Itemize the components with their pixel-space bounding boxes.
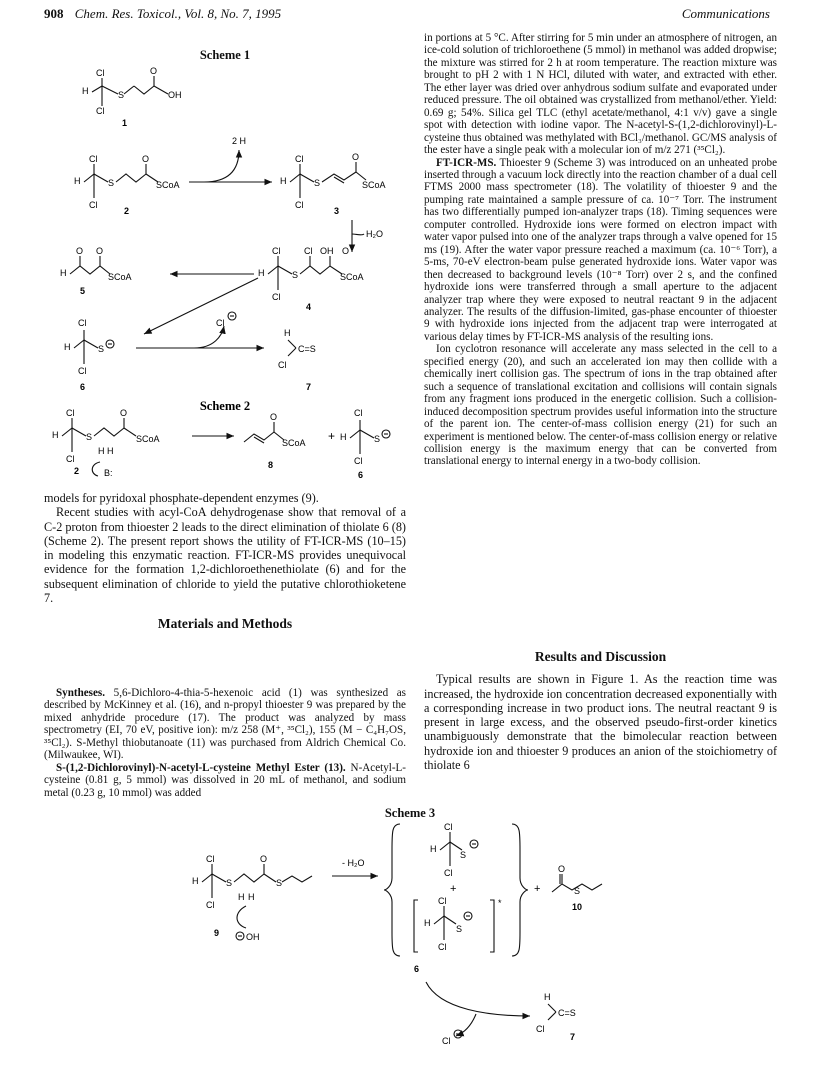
svg-text:OH: OH [320, 246, 334, 256]
svg-text:Cl: Cl [442, 1036, 451, 1046]
svg-text:S: S [314, 178, 321, 188]
svg-text:H: H [280, 176, 287, 186]
journal-citation: Chem. Res. Toxicol., Vol. 8, No. 7, 1995 [74, 6, 282, 21]
svg-text:SCoA: SCoA [340, 272, 364, 282]
svg-text:+: + [450, 883, 457, 895]
svg-text:S: S [276, 878, 283, 888]
scheme3-figure [190, 820, 630, 1060]
svg-text:SCoA: SCoA [282, 438, 306, 448]
svg-text:SCoA: SCoA [156, 180, 180, 190]
svg-text:O: O [352, 152, 360, 162]
ftms-text: Thioester 9 (Scheme 3) was introduced on an unheated probe inserted through a vacuum lock directly into the reaction chamber of a dual cell FTMS 2000 mass spectrometer (18). The volatility of thioester 9 and the pumping rate maintained a sample pressure of ca. 10⁻⁷ Torr. The instrument has two differentially pumped ion-analyzer traps (18). Timing sequences were computer controlled. Hydroxide ions were formed on electron impact with water vapor pulsed into one of the analyzer traps through a valve opened for 15 ms (19). After the water vapor pressure reached a maximum (ca. 10⁻⁶ Torr), a 5-ms, 70-eV electron-beam pulse generated hydroxide ions. Water vapor was then decreased to background levels (10⁻⁸ Torr) over 2 s, and the confined hydroxide ions were transferred through a small aperture to the adjacent analyzer trap where they were exposed to neutral reactant 9 in the adjacent analyzer. The results of the diffusion-limited, gas-phase encounter of thioester 9 with hydroxide ions injected from the adjacent trap were interrogated at various delay times by FT-ICR-MS analysis of the resulting ions. [424, 156, 777, 343]
svg-text:S: S [226, 878, 233, 888]
compound-2-structure [74, 154, 180, 216]
left-paragraph-2: Recent studies with acyl-CoA dehydrogenase show that removal of a C-2 proton from thioester 2 leads to the direct elimination of thiolate 6 (8) (Scheme 2). The present report shows the utility of FT-ICR-MS (10–15) in modeling this enzymatic reaction. FT-ICR-MS provides unequivocal evidence for the formation 1,2-dichloroethenethiolate (6) and for the subsequent elimination of chloride to yield the putative chlorothioketene 7. [44, 505, 406, 606]
svg-text:SCoA: SCoA [136, 434, 160, 444]
ftms-lead: FT-ICR-MS. [436, 156, 497, 169]
svg-text:O: O [558, 864, 566, 874]
svg-text:S: S [456, 924, 463, 934]
compound-3-label: 3 [334, 206, 340, 216]
svg-text:Cl: Cl [206, 854, 215, 864]
svg-text:O: O [150, 66, 158, 76]
svg-text:Cl: Cl [78, 366, 87, 376]
svg-text:H: H [238, 892, 245, 902]
svg-text:H: H [544, 992, 551, 1002]
left-column [44, 491, 406, 640]
right-paragraph-results: Typical results are shown in Figure 1. As the reaction time was increased, the hydroxide ion concentration decreased exponentially with a corresponding increase in two product ions. The neutral reactant 9 is present in large excess, and the observed pseudo-first-order kinetics unambiguously demonstrate that the bimolecular reaction between hydroxide ion and thioester 9 produces an anion of the stoichiometry of thiolate 6 [424, 672, 777, 773]
section-label: Communications [681, 6, 770, 21]
compound-5-structure [60, 246, 132, 296]
svg-text:O: O [76, 246, 84, 256]
compound-4-label: 4 [306, 302, 312, 312]
svg-text:Cl: Cl [272, 246, 281, 256]
syntheses-text: 5,6-Dichloro-4-thia-5-hexenoic acid (1) was synthesized as described by McKinney et al. (16), and n-propyl thioester 9 was prepared by the mixed anhydride procedure (17). The product was analyzed by mass spectrometry (EI, 70 eV, positive ion): m/z 258 (M⁺, ³⁵Cl₂), 155 (M − C₄H₇OS, ³⁵Cl₂). S-Methyl thiobutanoate (11) was purchased from Aldrich Chemical Co. (Milwaukee, WI). [44, 687, 406, 762]
svg-text:Cl: Cl [89, 154, 98, 164]
svg-text:Cl: Cl [438, 942, 447, 952]
right-column-results [424, 650, 777, 772]
right-paragraph-ion: Ion cyclotron resonance will accelerate any mass selected in the cell to a specified energy (20), and such an accelerated ion may then collide with a chemically inert collision gas. The spectrum of ions in the trap obtained after such a sequence of translational excitation and collisions will contain signals from any fragment ions produced in the energetic collision. Such a collision-induced decomposition spectrum provides useful information into the structure of the parent ion. The center-of-mass collision energy (21) for such an experiment is mentioned below. The center-of-mass collision energy or relative collision energy is the maximum energy that can be converted from translational energy to internal energy in a two-body collision. [424, 343, 777, 468]
svg-text:OH: OH [246, 932, 260, 942]
svg-text:H: H [82, 86, 89, 96]
svg-text:S: S [574, 886, 581, 896]
svg-text:Cl: Cl [354, 408, 363, 418]
compound-10-label: 10 [572, 902, 583, 912]
compound-5-label: 5 [80, 286, 86, 296]
svg-text:Cl: Cl [295, 200, 304, 210]
compound-6-label: 6 [80, 382, 86, 392]
scheme1-title: Scheme 1 [199, 48, 251, 62]
svg-text:O: O [342, 246, 350, 256]
left-column-methods [44, 687, 406, 799]
compound-3-structure [280, 152, 386, 216]
compound-7-label-s3: 7 [570, 1032, 576, 1042]
svg-text:*: * [498, 898, 502, 908]
svg-text:H: H [284, 328, 291, 338]
svg-text:H: H [52, 430, 59, 440]
svg-text:Cl: Cl [272, 292, 281, 302]
svg-text:H: H [258, 268, 265, 278]
svg-text:O: O [120, 408, 128, 418]
svg-text:H: H [340, 432, 347, 442]
running-header [44, 6, 770, 24]
svg-text:H: H [64, 342, 71, 352]
svg-text:Cl: Cl [96, 106, 105, 116]
svg-text:O: O [96, 246, 104, 256]
svg-text:Cl: Cl [66, 454, 75, 464]
cysteine-text: N-Acetyl-L-cysteine (0.81 g, 5 mmol) was dissolved in 20 mL of methanol, and sodium metal (0.23 g, 10 mmol) was added [44, 761, 406, 799]
right-column [424, 32, 777, 468]
right-paragraph-1: in portions at 5 °C. After stirring for 5 min under an atmosphere of nitrogen, an ice-cold solution of trichloroethene (5 mmol) in methanol was added dropwise; the mixture was stirred for 2 h at room temperature. The reaction mixture was brought to pH 2 with 1 N HCl, diluted with water, and extracted with ether. The ether layer was dried over anhydrous sodium sulfate and evaporated under reduced pressure. The oil obtained was crystallized from methanol/ether. Yield: 0.69 g; 54%. Silica gel TLC (ethyl acetate/methanol, 4:1 v/v) gave a single spot with detection with iodine vapor. The N-acetyl-S-(1,2-dichlorovinyl)-L-cysteine thus obtained was methylated with BCl₃/methanol. GC/MS analysis of the ester have a single peak with a molecular ion of m/z 271 (³⁵Cl₂). [424, 32, 777, 157]
svg-text:S: S [118, 90, 125, 100]
compound-7-label: 7 [306, 382, 312, 392]
left-paragraph-1: models for pyridoxal phosphate-dependent enzymes (9). [44, 491, 319, 505]
svg-text:S: S [460, 850, 467, 860]
compound-2-label: 2 [124, 206, 130, 216]
svg-text:H: H [192, 876, 199, 886]
svg-text:Cl: Cl [304, 246, 313, 256]
svg-text:Cl: Cl [444, 868, 453, 878]
svg-text:H: H [430, 844, 437, 854]
svg-text:S: S [108, 178, 115, 188]
scheme2-title: Scheme 2 [199, 399, 251, 413]
heading-results: Results and Discussion [534, 649, 667, 664]
heading-materials-methods: Materials and Methods [157, 616, 293, 632]
svg-text:C=S: C=S [298, 344, 316, 354]
svg-text:Cl: Cl [444, 822, 453, 832]
svg-text:H H: H H [98, 446, 114, 456]
compound-1-label: 1 [122, 118, 128, 128]
syntheses-lead: Syntheses. [56, 687, 106, 699]
scheme1-figure [44, 64, 406, 488]
svg-text:O: O [270, 412, 278, 422]
svg-text:+: + [534, 883, 541, 895]
reagent-h2o: H₂O [366, 229, 383, 239]
svg-text:OH: OH [168, 90, 182, 100]
svg-text:Cl: Cl [96, 68, 105, 78]
svg-text:H: H [248, 892, 255, 902]
svg-text:- H₂O: - H₂O [342, 858, 365, 868]
svg-text:H: H [424, 918, 431, 928]
svg-text:Cl: Cl [216, 318, 225, 328]
svg-text:Cl: Cl [354, 456, 363, 466]
svg-text:+: + [328, 429, 336, 443]
svg-text:C=S: C=S [558, 1008, 576, 1018]
svg-text:S: S [292, 270, 299, 280]
scheme2-figure [52, 408, 390, 480]
svg-text:Cl: Cl [536, 1024, 545, 1034]
svg-text:S: S [86, 432, 93, 442]
svg-text:Cl: Cl [66, 408, 75, 418]
svg-text:Cl: Cl [278, 360, 287, 370]
compound-6-label-s3: 6 [414, 964, 420, 974]
compound-6-structure [64, 318, 114, 392]
compound-1-structure [82, 66, 182, 128]
svg-text:6: 6 [358, 470, 364, 480]
svg-text:8: 8 [268, 460, 274, 470]
svg-text:Cl: Cl [78, 318, 87, 328]
svg-text:2: 2 [74, 466, 80, 476]
svg-text:B:: B: [104, 468, 113, 478]
svg-text:SCoA: SCoA [362, 180, 386, 190]
cysteine-lead: S-(1,2-Dichlorovinyl)-N-acetyl-L-cysteine Methyl Ester (13). [56, 761, 346, 774]
compound-7-structure [278, 328, 316, 392]
svg-text:O: O [260, 854, 268, 864]
compound-4-structure [258, 246, 364, 312]
svg-text:Cl: Cl [206, 900, 215, 910]
svg-text:O: O [142, 154, 150, 164]
svg-text:Cl: Cl [438, 896, 447, 906]
svg-text:SCoA: SCoA [108, 272, 132, 282]
svg-text:H: H [60, 268, 67, 278]
page-number: 908 [44, 6, 64, 21]
compound-9-label: 9 [214, 928, 220, 938]
svg-text:Cl: Cl [89, 200, 98, 210]
svg-text:S: S [98, 344, 105, 354]
reagent-2h: 2 H [232, 136, 247, 146]
svg-text:H: H [74, 176, 81, 186]
svg-text:Cl: Cl [295, 154, 304, 164]
svg-text:S: S [374, 434, 381, 444]
scheme3-title: Scheme 3 [384, 806, 436, 820]
